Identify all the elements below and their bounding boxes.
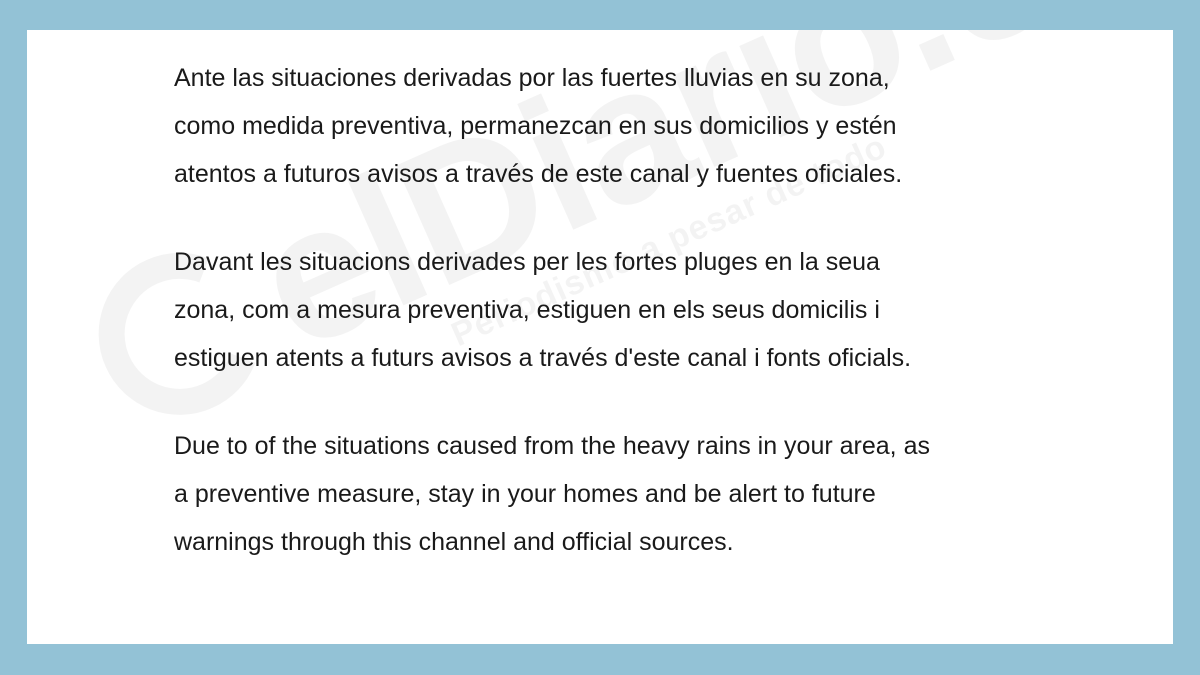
text-line: estiguen atents a futurs avisos a través d'este canal i fonts oficials. — [174, 344, 912, 372]
text-line: atentos a futuros avisos a través de este canal y fuentes oficiales. — [174, 160, 903, 188]
text-line: zona, com a mesura preventiva, estiguen en els seus domicilis i — [174, 296, 880, 324]
text-line: Davant les situacions derivades per les fortes pluges en la seua — [174, 248, 880, 276]
text-line: como medida preventiva, permanezcan en sus domicilios y estén — [174, 112, 897, 140]
text-line: warnings through this channel and official sources. — [174, 528, 734, 556]
message-paragraph-spanish — [174, 54, 1054, 198]
text-line: Due to of the situations caused from the heavy rains in your area, as — [174, 432, 930, 460]
text-line: a preventive measure, stay in your homes and be alert to future — [174, 480, 876, 508]
message-content — [174, 54, 1054, 606]
text-line: Ante las situaciones derivadas por las fuertes lluvias en su zona, — [174, 64, 890, 92]
message-paragraph-valencian — [174, 238, 1054, 382]
message-card — [27, 30, 1173, 644]
message-paragraph-english — [174, 422, 1054, 566]
